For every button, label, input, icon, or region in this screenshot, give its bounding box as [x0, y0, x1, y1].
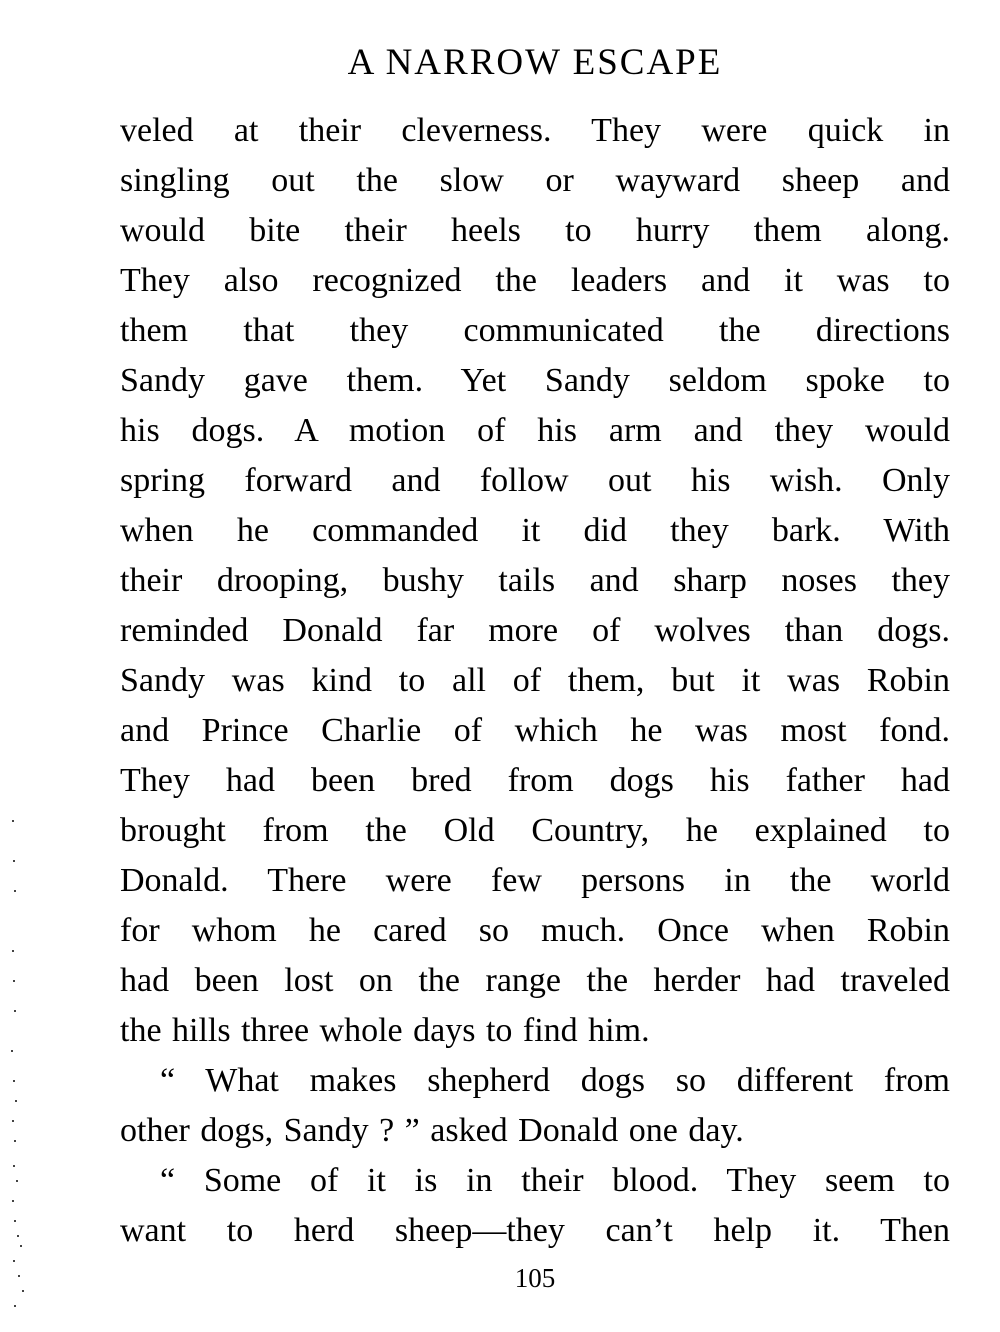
page-number: 105 — [514, 1263, 556, 1293]
text-line: Donald. There were few persons in the world — [120, 862, 950, 899]
text-line: They had been bred from dogs his father had — [120, 762, 950, 799]
text-line: other dogs, Sandy ? ” asked Donald one day. — [120, 1112, 744, 1149]
text-line: “ Some of it is in their blood. They seem to — [160, 1162, 950, 1199]
scan-edge-specks — [8, 820, 38, 1320]
text-line: for whom he cared so much. Once when Robin — [120, 912, 950, 949]
text-line: their drooping, bushy tails and sharp noses they — [120, 562, 950, 599]
body-text — [120, 106, 950, 1256]
text-line: had been lost on the range the herder had traveled — [120, 962, 950, 999]
text-line: reminded Donald far more of wolves than dogs. — [120, 612, 950, 649]
text-line: singling out the slow or wayward sheep and — [120, 162, 950, 199]
text-line: would bite their heels to hurry them along. — [120, 212, 950, 249]
text-line: brought from the Old Country, he explained to — [120, 812, 950, 849]
text-line: veled at their cleverness. They were quick in — [120, 112, 950, 149]
text-line: the hills three whole days to find him. — [120, 1012, 650, 1049]
text-line: They also recognized the leaders and it was to — [120, 262, 950, 299]
text-line: them that they communicated the directions — [120, 312, 950, 349]
text-line: Sandy was kind to all of them, but it was Robin — [120, 662, 950, 699]
text-line: Sandy gave them. Yet Sandy seldom spoke to — [120, 362, 950, 399]
text-line: want to herd sheep—they can’t help it. Then — [120, 1212, 950, 1249]
text-line: spring forward and follow out his wish. Only — [120, 462, 950, 499]
text-line: his dogs. A motion of his arm and they would — [120, 412, 950, 449]
text-line: “ What makes shepherd dogs so different from — [160, 1062, 950, 1099]
text-line: when he commanded it did they bark. With — [120, 512, 950, 549]
text-line: and Prince Charlie of which he was most fond. — [120, 712, 950, 749]
page-title: A NARROW ESCAPE — [347, 42, 723, 83]
